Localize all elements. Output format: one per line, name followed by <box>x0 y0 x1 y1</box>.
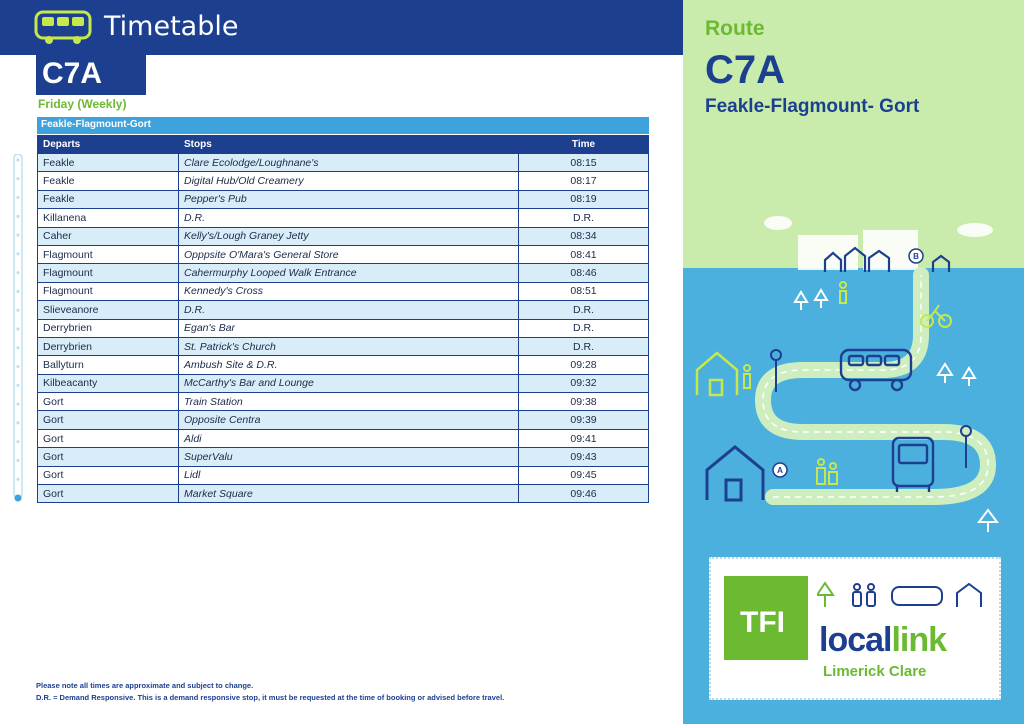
tfi-logo-text: TFI <box>740 606 785 639</box>
departs-cell: Kilbeacanty <box>38 374 179 392</box>
stop-dot <box>16 290 19 293</box>
stop-dot <box>16 478 19 481</box>
tfi-logo <box>724 576 808 660</box>
marker-b-label: B <box>913 252 919 261</box>
road-markings <box>763 275 988 497</box>
local-link-wordmark <box>819 621 946 660</box>
table-row <box>38 172 649 190</box>
stop-cell: D.R. <box>179 301 519 319</box>
wordmark-link: link <box>891 621 947 659</box>
stop-cell: Cahermurphy Looped Walk Entrance <box>179 264 519 282</box>
region-name: Limerick Clare <box>823 663 927 680</box>
stop-cell: McCarthy's Bar and Lounge <box>179 374 519 392</box>
time-cell: 08:17 <box>519 172 649 190</box>
table-row <box>38 393 649 411</box>
departs-cell: Gort <box>38 429 179 447</box>
stop-dot <box>16 327 19 330</box>
stop-dot <box>16 177 19 180</box>
footnote-demand-responsive: D.R. = Demand Responsive. This is a demand responsive stop, it must be requested at the time of booking or advised before travel. <box>36 693 505 702</box>
stop-dot <box>16 158 19 161</box>
time-cell: 08:51 <box>519 282 649 300</box>
time-cell: 08:15 <box>519 154 649 172</box>
route-panel <box>683 0 1024 724</box>
departs-cell: Gort <box>38 393 179 411</box>
cloud-icon <box>764 216 993 270</box>
local-link-card <box>709 557 1001 700</box>
table-row <box>38 264 649 282</box>
table-row <box>38 485 649 503</box>
page-title: Timetable <box>104 11 239 42</box>
footnote-approx: Please note all times are approximate and subject to change. <box>36 681 254 690</box>
map-marker-a-icon <box>773 463 787 477</box>
stop-cell: D.R. <box>179 209 519 227</box>
table-row <box>38 319 649 337</box>
table-row <box>38 448 649 466</box>
departs-cell: Flagmount <box>38 264 179 282</box>
departs-cell: Flagmount <box>38 282 179 300</box>
column-header-stops: Stops <box>179 136 519 154</box>
stop-cell: Egan's Bar <box>179 319 519 337</box>
stop-dot <box>16 440 19 443</box>
stop-dot <box>16 384 19 387</box>
departs-cell: Slieveanore <box>38 301 179 319</box>
departs-cell: Ballyturn <box>38 356 179 374</box>
stop-dot <box>16 196 19 199</box>
table-row <box>38 411 649 429</box>
table-row <box>38 429 649 447</box>
bus-icon <box>892 587 942 605</box>
time-cell: 09:43 <box>519 448 649 466</box>
table-row <box>38 301 649 319</box>
stop-cell: Opposite Centra <box>179 411 519 429</box>
service-day: Friday (Weekly) <box>38 97 127 111</box>
footnotes <box>36 680 504 704</box>
time-cell: D.R. <box>519 301 649 319</box>
table-row <box>38 374 649 392</box>
map-marker-b-icon <box>909 249 923 263</box>
stop-dot <box>16 421 19 424</box>
timetable-table <box>37 135 649 503</box>
bus-icon <box>34 10 92 46</box>
house-icon <box>707 447 763 500</box>
local-link-icons <box>817 579 997 619</box>
road <box>763 275 988 497</box>
departs-cell: Derrybrien <box>38 319 179 337</box>
route-name-large: Feakle-Flagmount- Gort <box>705 96 920 117</box>
table-row <box>38 154 649 172</box>
stop-cell: Market Square <box>179 485 519 503</box>
departs-cell: Gort <box>38 448 179 466</box>
stop-cell: Train Station <box>179 393 519 411</box>
time-cell: 09:41 <box>519 429 649 447</box>
header-bar <box>0 0 683 55</box>
table-row <box>38 337 649 355</box>
route-code-badge: C7A <box>36 55 146 95</box>
table-row <box>38 227 649 245</box>
route-line <box>14 154 22 498</box>
time-cell: 08:34 <box>519 227 649 245</box>
time-cell: 09:38 <box>519 393 649 411</box>
time-cell: D.R. <box>519 209 649 227</box>
stop-dot <box>16 346 19 349</box>
table-row <box>38 282 649 300</box>
departs-cell: Gort <box>38 485 179 503</box>
route-code-large: C7A <box>705 48 786 92</box>
stop-dot <box>16 403 19 406</box>
time-cell: 08:41 <box>519 245 649 263</box>
route-label: Route <box>705 17 765 40</box>
column-header-departs: Departs <box>38 136 179 154</box>
table-header-row <box>38 136 649 154</box>
time-cell: 09:32 <box>519 374 649 392</box>
departs-cell: Gort <box>38 411 179 429</box>
departs-cell: Killanena <box>38 209 179 227</box>
departs-cell: Feakle <box>38 154 179 172</box>
marker-a-label: A <box>777 466 783 475</box>
stop-cell: Aldi <box>179 429 519 447</box>
departs-cell: Feakle <box>38 190 179 208</box>
bus-front-icon <box>893 438 933 492</box>
stop-cell: Opppsite O'Mara's General Store <box>179 245 519 263</box>
table-row <box>38 245 649 263</box>
departs-cell: Gort <box>38 466 179 484</box>
stop-cell: Ambush Site & D.R. <box>179 356 519 374</box>
table-row <box>38 466 649 484</box>
time-cell: 08:19 <box>519 190 649 208</box>
stop-cell: Pepper's Pub <box>179 190 519 208</box>
time-cell: 09:39 <box>519 411 649 429</box>
departs-cell: Feakle <box>38 172 179 190</box>
time-cell: D.R. <box>519 337 649 355</box>
person-icon <box>854 584 860 590</box>
stop-cell: Kennedy's Cross <box>179 282 519 300</box>
table-row <box>38 190 649 208</box>
time-cell: D.R. <box>519 319 649 337</box>
stop-dot <box>16 459 19 462</box>
stop-dot <box>16 309 19 312</box>
column-header-time: Time <box>519 136 649 154</box>
table-row <box>38 209 649 227</box>
time-cell: 08:46 <box>519 264 649 282</box>
route-illustration <box>683 200 1024 550</box>
stop-cell: Kelly's/Lough Graney Jetty <box>179 227 519 245</box>
stop-dot <box>16 271 19 274</box>
wordmark-local: local <box>819 621 892 659</box>
house-icon <box>957 584 981 607</box>
stop-cell: St. Patrick's Church <box>179 337 519 355</box>
time-cell: 09:45 <box>519 466 649 484</box>
table-row <box>38 356 649 374</box>
time-cell: 09:28 <box>519 356 649 374</box>
tree-icon <box>817 583 833 607</box>
house-icon <box>697 353 737 395</box>
stop-dot <box>16 252 19 255</box>
departs-cell: Flagmount <box>38 245 179 263</box>
departs-cell: Derrybrien <box>38 337 179 355</box>
route-progress-line <box>12 154 24 504</box>
time-cell: 09:46 <box>519 485 649 503</box>
stop-cell: Clare Ecolodge/Loughnane's <box>179 154 519 172</box>
stop-dot <box>16 234 19 237</box>
stop-dot <box>16 215 19 218</box>
stop-cell: Lidl <box>179 466 519 484</box>
stop-dot <box>16 365 19 368</box>
route-name-bar: Feakle-Flagmount-Gort <box>37 117 649 134</box>
stop-cell: Digital Hub/Old Creamery <box>179 172 519 190</box>
stop-cell: SuperValu <box>179 448 519 466</box>
departs-cell: Caher <box>38 227 179 245</box>
stop-dot <box>15 495 22 502</box>
